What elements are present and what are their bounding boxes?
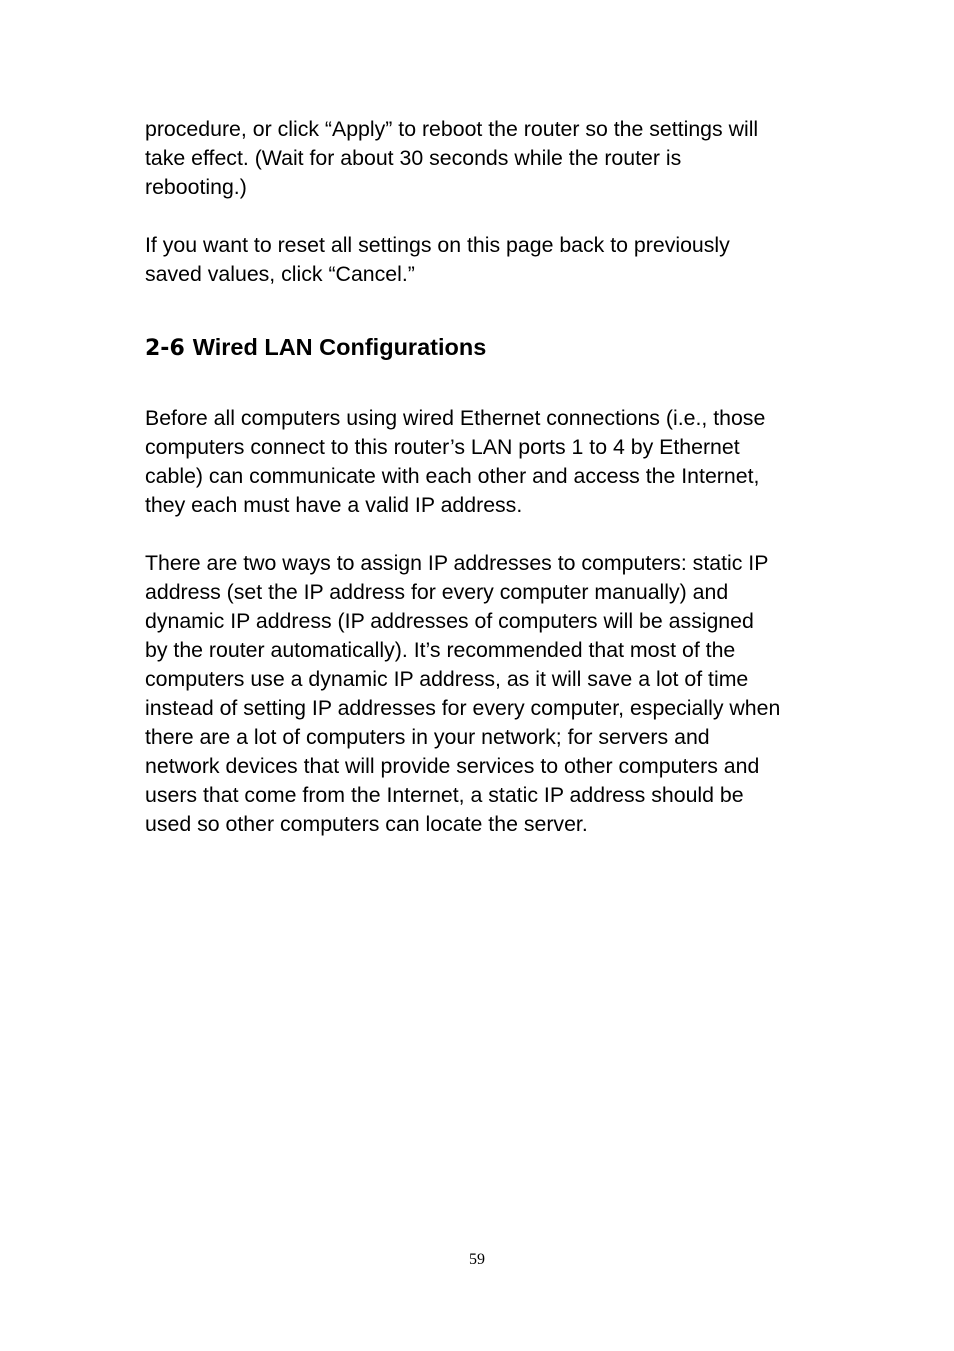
intro-paragraph-2: If you want to reset all settings on this page back to previously saved values, click “Cancel.”: [145, 233, 730, 286]
section-paragraph-2: There are two ways to assign IP addresses to computers: static IP address (set the IP address for every computer manually) and dynamic IP address (IP addresses of computers will be assigned by the router automatically). It’s recommended that most of the computers use a dynamic IP address, as it will save a lot of time instead of setting IP addresses for every computer, especially when there are a lot of computers in your network; for servers and network devices that will provide services to other computers and users that come from the Internet, a static IP address should be used so other computers can locate the server.: [145, 551, 781, 836]
section-title: Wired LAN Configurations: [192, 334, 487, 360]
intro-text: [145, 115, 820, 289]
section-body: [145, 404, 820, 839]
section-heading: [145, 331, 486, 365]
intro-paragraph-1: procedure, or click “Apply” to reboot the router so the settings will take effect. (Wait for about 30 seconds while the router is rebooting.): [145, 117, 759, 199]
page-number: 59: [469, 1251, 485, 1268]
section-paragraph-1: Before all computers using wired Ethernet connections (i.e., those computers connect to this router’s LAN ports 1 to 4 by Ethernet cable) can communicate with each other and access the Internet, they each must have a valid IP address.: [145, 406, 766, 517]
section-number: 2-6: [145, 336, 185, 361]
